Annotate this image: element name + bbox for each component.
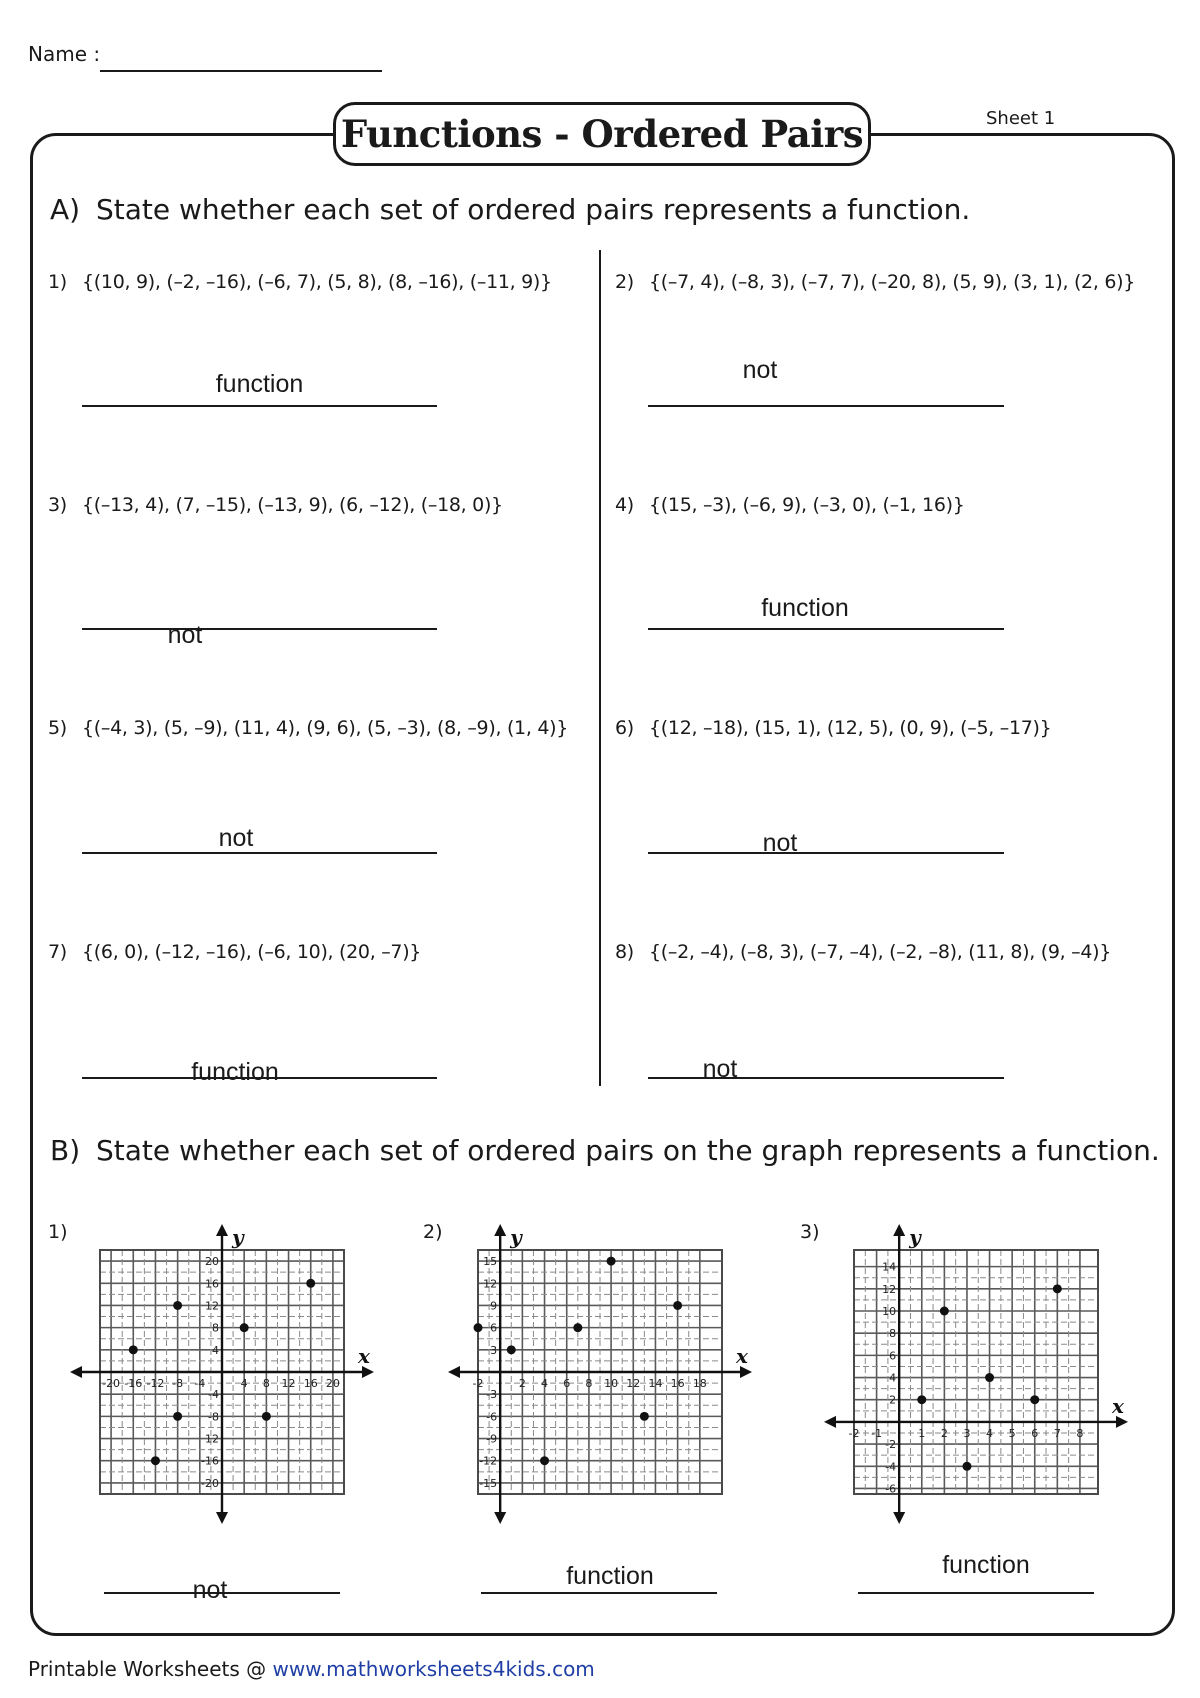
x-tick-label: 12	[281, 1377, 296, 1390]
x-tick-label: 4	[986, 1426, 994, 1440]
x-tick-label: 16	[303, 1377, 318, 1390]
y-tick-label: 12	[205, 1432, 219, 1446]
problem-2	[615, 271, 1135, 293]
data-point	[474, 1323, 483, 1332]
x-tick-label: 4	[541, 1377, 549, 1390]
x-tick-label: 16	[670, 1377, 685, 1390]
y-tick-label: 10	[882, 1305, 897, 1318]
y-tick-label: 4	[889, 1371, 897, 1385]
name-label: Name :	[28, 42, 101, 66]
x-tick-label: 1	[918, 1426, 926, 1440]
y-tick-label: 12	[205, 1299, 219, 1313]
coordinate-graph-1	[68, 1224, 378, 1524]
problem-number: 2)	[615, 271, 634, 293]
x-tick-label: 6	[563, 1377, 571, 1390]
x-tick-label: 2	[518, 1377, 526, 1390]
y-tick-label: -9	[486, 1432, 498, 1446]
answer-line-5	[82, 852, 437, 854]
graph-answer-3[interactable]: function	[942, 1551, 1030, 1579]
problem-3	[48, 494, 503, 516]
data-point	[540, 1456, 549, 1465]
data-point	[640, 1412, 649, 1421]
problem-number: 6)	[615, 717, 634, 739]
data-point	[940, 1307, 949, 1316]
problem-1	[48, 271, 552, 293]
x-tick-label: 5	[1008, 1426, 1016, 1440]
x-axis-arrow-left	[824, 1416, 836, 1428]
answer-line-7	[82, 1077, 437, 1079]
section-b-heading	[50, 1134, 1160, 1167]
section-a-heading	[50, 193, 970, 226]
x-axis-arrow-left	[448, 1366, 460, 1378]
x-tick-label: -8	[172, 1377, 184, 1390]
section-b-letter: B)	[50, 1134, 81, 1167]
graph-answer-line-2	[481, 1592, 717, 1594]
x-tick-label: 4	[240, 1377, 248, 1390]
answer-line-6	[648, 852, 1004, 854]
y-axis-arrow-down	[893, 1512, 905, 1524]
answer-line-1	[82, 405, 437, 407]
x-tick-label: 2	[940, 1426, 948, 1440]
graph-answer-2[interactable]: function	[566, 1562, 654, 1590]
problem-set: {(–4, 3), (5, –9), (11, 4), (9, 6), (5, –3), (8, –9), (1, 4)}	[82, 717, 569, 739]
y-tick-label: -16	[201, 1454, 219, 1468]
coordinate-graph-2	[446, 1224, 756, 1524]
problem-set: {(–13, 4), (7, –15), (–13, 9), (6, –12), (–18, 0)}	[82, 494, 503, 516]
x-tick-label: -1	[871, 1426, 883, 1440]
data-point	[306, 1279, 315, 1288]
footer-url[interactable]: www.mathworksheets4kids.com	[272, 1657, 595, 1681]
x-tick-label: -16	[124, 1377, 143, 1390]
y-tick-label: 6	[889, 1349, 897, 1363]
answer-3[interactable]: not	[167, 621, 203, 649]
data-point	[917, 1395, 926, 1404]
y-tick-label: 15	[483, 1255, 498, 1269]
y-tick-label: -6	[885, 1482, 897, 1496]
answer-8[interactable]: not	[702, 1055, 738, 1083]
problem-set: {(10, 9), (–2, –16), (–6, 7), (5, 8), (8, –16), (–11, 9)}	[82, 271, 552, 293]
problem-number: 3)	[48, 494, 67, 516]
problem-8	[615, 941, 1111, 963]
answer-5[interactable]: not	[218, 824, 254, 852]
answer-1[interactable]: function	[215, 370, 304, 398]
y-axis-label: y	[510, 1225, 522, 1249]
x-tick-label: -20	[102, 1377, 121, 1390]
y-axis-label: y	[909, 1225, 921, 1249]
y-tick-label: 20	[205, 1255, 219, 1269]
answer-7[interactable]: function	[191, 1058, 279, 1086]
answer-line-8	[648, 1077, 1004, 1079]
data-point	[240, 1323, 249, 1332]
x-tick-label: 10	[604, 1377, 619, 1390]
x-tick-label: 6	[1031, 1426, 1039, 1440]
y-tick-label: 12	[483, 1277, 498, 1291]
problem-5	[48, 717, 568, 739]
problem-number: 4)	[615, 494, 634, 516]
column-divider	[599, 250, 601, 1086]
x-tick-label: -4	[194, 1377, 206, 1390]
section-b-instruction: State whether each set of ordered pairs on the graph represents a function.	[96, 1134, 1160, 1167]
y-tick-label: -12	[479, 1454, 498, 1468]
coordinate-graph-3	[822, 1224, 1132, 1524]
y-tick-label: 9	[490, 1299, 498, 1313]
x-tick-label: -2	[472, 1377, 484, 1390]
data-point	[962, 1462, 971, 1471]
answer-2[interactable]: not	[742, 356, 778, 384]
x-tick-label: 8	[1076, 1426, 1084, 1440]
y-tick-label: 8	[212, 1321, 219, 1335]
graph-1-number: 1)	[48, 1221, 68, 1243]
answer-line-3	[82, 628, 437, 630]
x-axis-label: x	[358, 1344, 370, 1368]
problem-4	[615, 494, 965, 516]
name-field-line[interactable]	[100, 70, 382, 72]
x-tick-label: 20	[325, 1377, 340, 1390]
y-tick-label: 4	[212, 1343, 219, 1357]
x-tick-label: 14	[648, 1377, 663, 1390]
problem-6	[615, 717, 1051, 739]
data-point	[262, 1412, 271, 1421]
graph-3-number: 3)	[800, 1221, 820, 1243]
problem-set: {(–2, –4), (–8, 3), (–7, –4), (–2, –8), (11, 8), (9, –4)}	[649, 941, 1112, 963]
x-tick-label: -12	[146, 1377, 165, 1390]
problem-set: {(12, –18), (15, 1), (12, 5), (0, 9), (–5, –17)}	[649, 717, 1052, 739]
x-tick-label: 12	[626, 1377, 641, 1390]
data-point	[507, 1345, 516, 1354]
x-tick-label: 8	[262, 1377, 270, 1390]
problem-number: 7)	[48, 941, 67, 963]
y-tick-label: -3	[486, 1388, 498, 1402]
y-tick-label: -2	[885, 1438, 897, 1452]
problem-number: 8)	[615, 941, 634, 963]
x-tick-label: 8	[585, 1377, 593, 1390]
x-tick-label: 7	[1053, 1426, 1061, 1440]
problem-7	[48, 941, 421, 963]
data-point	[129, 1345, 138, 1354]
y-tick-label: 14	[882, 1260, 897, 1274]
problem-number: 5)	[48, 717, 67, 739]
x-tick-label: 18	[692, 1377, 707, 1390]
y-tick-label: -6	[486, 1410, 498, 1424]
problem-set: {(15, –3), (–6, 9), (–3, 0), (–1, 16)}	[649, 494, 965, 516]
graph-answer-1[interactable]: not	[192, 1576, 228, 1604]
y-tick-label: 6	[490, 1321, 498, 1335]
y-axis-arrow-down	[494, 1512, 506, 1524]
y-tick-label: 8	[889, 1327, 897, 1341]
x-tick-label: -2	[848, 1426, 860, 1440]
y-tick-label: -15	[479, 1476, 498, 1490]
x-axis-arrow-left	[70, 1366, 82, 1378]
y-tick-label: -20	[201, 1476, 219, 1490]
sheet-label: Sheet 1	[986, 108, 1056, 129]
answer-6[interactable]: not	[762, 829, 798, 857]
data-point	[673, 1301, 682, 1310]
y-axis-label: y	[232, 1225, 244, 1249]
footer-prefix: Printable Worksheets @	[28, 1657, 273, 1681]
x-tick-label: 3	[963, 1426, 971, 1440]
data-point	[985, 1373, 994, 1382]
y-tick-label: -4	[885, 1460, 897, 1474]
problem-set: {(6, 0), (–12, –16), (–6, 10), (20, –7)}	[82, 941, 422, 963]
data-point	[173, 1412, 182, 1421]
answer-line-2	[648, 405, 1004, 407]
section-a-letter: A)	[50, 193, 81, 226]
y-axis-arrow-up	[216, 1224, 228, 1236]
data-point	[151, 1456, 160, 1465]
data-point	[573, 1323, 582, 1332]
graph-answer-line-1	[104, 1592, 340, 1594]
section-a-instruction: State whether each set of ordered pairs represents a function.	[96, 193, 971, 226]
answer-line-4	[648, 628, 1004, 630]
x-axis-label: x	[1112, 1393, 1124, 1418]
problem-number: 1)	[48, 271, 67, 293]
data-point	[1030, 1395, 1039, 1404]
footer	[28, 1657, 595, 1681]
y-tick-label: -4	[208, 1388, 219, 1402]
y-tick-label: 12	[882, 1282, 897, 1296]
y-tick-label: -8	[208, 1410, 219, 1424]
y-axis-arrow-up	[893, 1224, 905, 1236]
y-axis-arrow-up	[494, 1224, 506, 1236]
data-point	[607, 1257, 616, 1266]
data-point	[1053, 1284, 1062, 1293]
answer-4[interactable]: function	[761, 594, 849, 622]
data-point	[173, 1301, 182, 1310]
x-axis-label: x	[736, 1344, 748, 1368]
y-tick-label: 3	[490, 1343, 498, 1357]
problem-set: {(–7, 4), (–8, 3), (–7, 7), (–20, 8), (5, 9), (3, 1), (2, 6)}	[649, 271, 1136, 293]
graph-answer-line-3	[858, 1592, 1094, 1594]
worksheet-title: Functions - Ordered Pairs	[333, 102, 871, 166]
graph-2-number: 2)	[423, 1221, 443, 1243]
y-axis-arrow-down	[216, 1512, 228, 1524]
y-tick-label: 2	[889, 1393, 897, 1407]
y-tick-label: 16	[205, 1277, 219, 1291]
